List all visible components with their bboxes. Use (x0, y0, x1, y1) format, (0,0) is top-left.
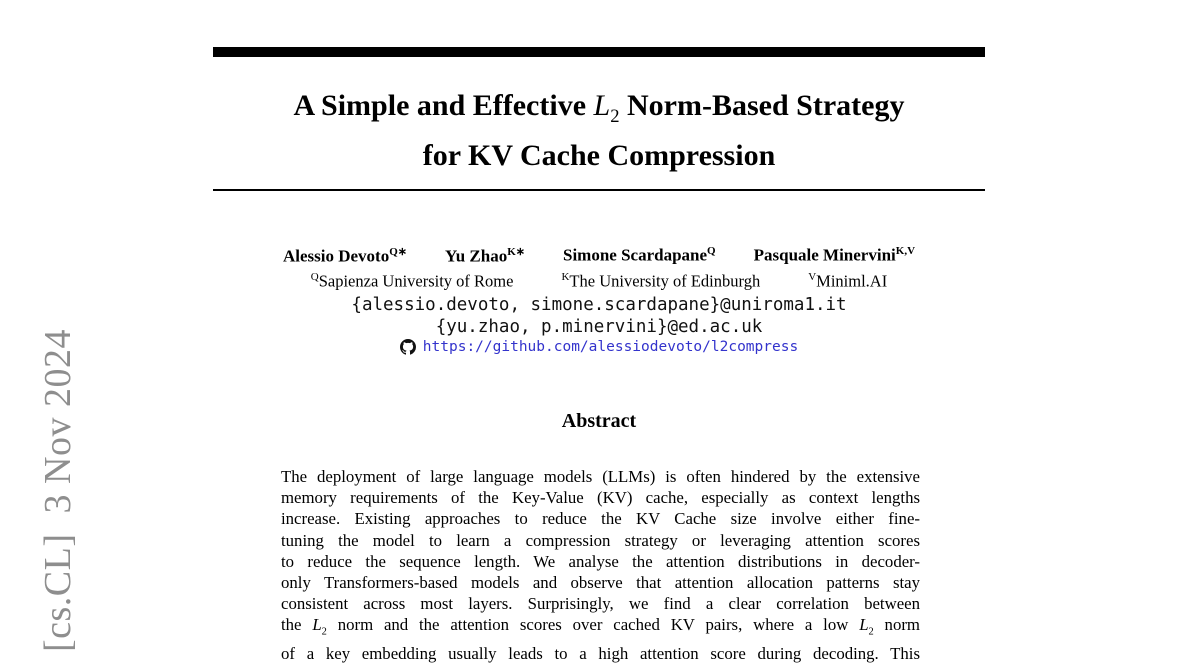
authors-row (213, 245, 985, 267)
email-line-1: {alessio.devoto, simone.scardapane}@uniroma1.it (351, 295, 847, 315)
affiliation-1-name: Sapienza University of Rome (318, 271, 514, 291)
affiliation-1-superscript: Q (310, 271, 319, 283)
abstract-line: only Transformers-based models and observe that attention allocation patterns stay (281, 573, 920, 593)
author-4-superscript: K,V (895, 245, 916, 257)
affiliation-3 (808, 271, 887, 292)
author-3-superscript: Q (707, 245, 716, 257)
abstract-line: The deployment of large language models (LLMs) is often hindered by the extensive (281, 467, 920, 486)
title-separator-rule (213, 189, 985, 191)
abstract-text (281, 466, 920, 664)
abstract-line: the $L_2$ norm and the attention scores over cached KV pairs, where a low $L_2$ norm (281, 615, 920, 638)
author-1-name: Alessio Devoto (282, 246, 390, 266)
top-rule (213, 47, 985, 57)
arxiv-sidebar-label: [cs.CL] 3 Nov 2024 (37, 329, 79, 652)
author-2 (445, 245, 525, 267)
author-4-name: Pasquale Minervini (753, 245, 896, 265)
abstract-line: of a key embedding usually leads to a high attention score during decoding. This (281, 643, 920, 663)
affiliation-2-superscript: K (561, 271, 570, 283)
abstract-line: memory requirements of the Key-Value (KV) cache, especially as context lengths (281, 488, 920, 508)
github-octocat-icon (400, 339, 416, 355)
abstract-line: consistent across most layers. Surprisingly, we find a clear correlation between (281, 594, 920, 614)
github-row (213, 339, 985, 355)
author-1 (283, 245, 407, 267)
affiliations-row (213, 271, 985, 292)
author-2-superscript: K∗ (507, 246, 525, 258)
abstract-line: to reduce the sequence length. We analyse the attention distributions in decoder- (281, 551, 920, 571)
affiliation-3-name: Miniml.AI (816, 271, 888, 291)
title-line-1: A Simple and Effective $L_2$ Norm-Based Strategy (293, 89, 905, 127)
email-line-2: {yu.zhao, p.minervini}@ed.ac.uk (435, 317, 763, 337)
affiliation-2-name: The University of Edinburgh (569, 271, 761, 291)
abstract-line: tuning the model to learn a compression strategy or leveraging attention scores (281, 530, 920, 550)
contact-emails (213, 294, 985, 338)
affiliation-2 (561, 271, 760, 292)
title-line-2: for KV Cache Compression (422, 139, 776, 172)
affiliation-3-superscript: V (808, 271, 817, 283)
author-1-superscript: Q∗ (389, 246, 407, 258)
abstract-heading: Abstract (561, 410, 637, 432)
abstract-line: increase. Existing approaches to reduce the KV Cache size involve either fine- (281, 509, 920, 529)
affiliation-1 (311, 271, 514, 292)
author-3 (563, 245, 716, 267)
author-3-name: Simone Scardapane (563, 245, 708, 265)
paper-title (213, 86, 985, 175)
author-4 (754, 245, 915, 267)
github-link[interactable]: https://github.com/alessiodevoto/l2compress (422, 339, 799, 355)
author-2-name: Yu Zhao (445, 246, 508, 266)
